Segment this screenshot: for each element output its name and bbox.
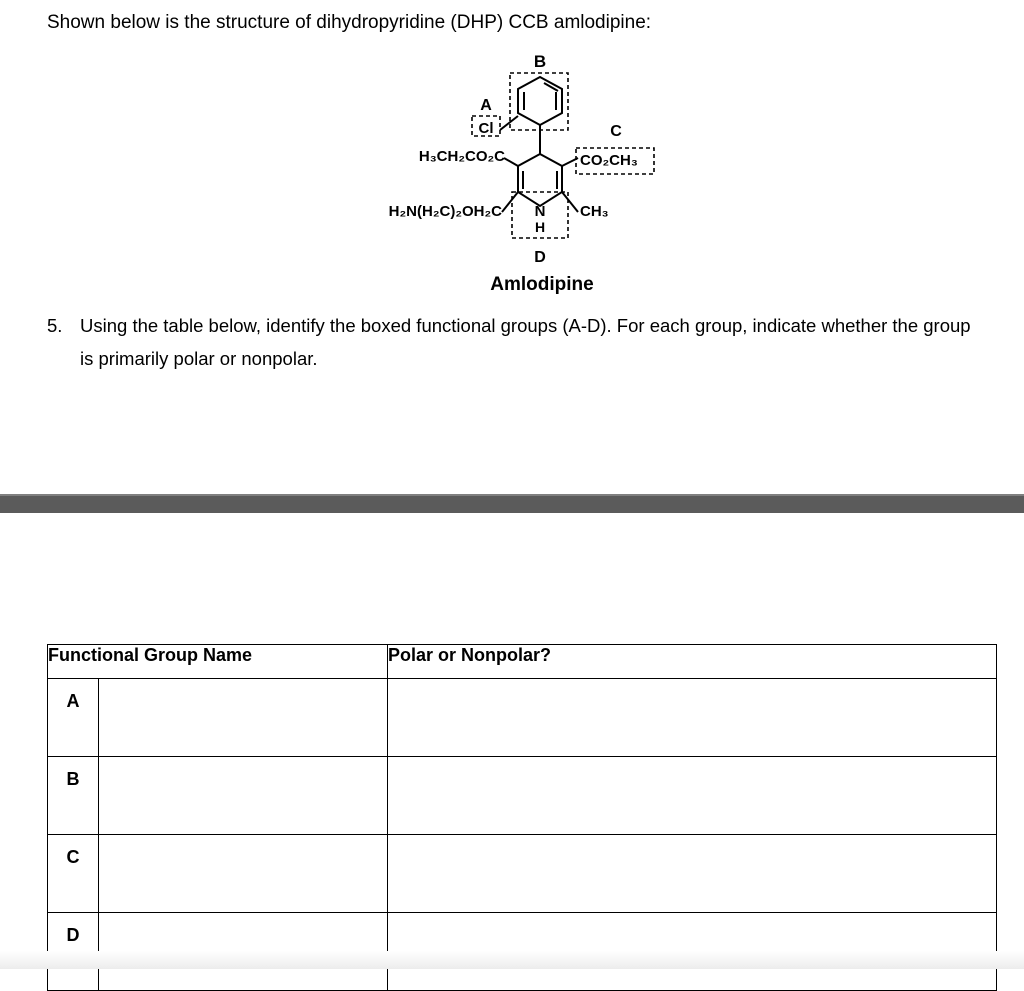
methyl-ester-label: CO₂CH₃ [580, 152, 638, 169]
box-label-c: C [610, 123, 622, 140]
row-label: B [48, 757, 99, 835]
functional-group-table [47, 644, 997, 991]
polarity-cell[interactable] [388, 835, 997, 913]
hydrogen-label: H [534, 219, 546, 235]
box-label-a: A [480, 97, 492, 114]
group-name-cell[interactable] [99, 679, 388, 757]
page-bottom-shade [0, 951, 1024, 969]
question-text: Using the table below, identify the boxed functional groups (A-D). For each group, indicate whether the group is primarily polar or nonpolar. [80, 315, 971, 369]
row-label: A [48, 679, 99, 757]
nitrogen-label: N [534, 203, 546, 220]
intro-text: Shown below is the structure of dihydropyridine (DHP) CCB amlodipine: [47, 12, 652, 33]
box-label-d: D [534, 249, 546, 266]
row-label: D [48, 913, 99, 991]
amlodipine-structure [340, 44, 680, 266]
polarity-cell[interactable] [388, 679, 997, 757]
methyl-label: CH₃ [580, 203, 609, 220]
ethyl-ester-label: H₃CH₂CO₂C [418, 148, 505, 165]
question-5 [47, 309, 987, 375]
table-header-row [48, 645, 997, 679]
molecule-name: Amlodipine [490, 274, 594, 295]
table-row [48, 757, 997, 835]
aminoethoxy-label: H₂N(H₂C)₂OH₂C [388, 203, 502, 220]
page-divider [0, 494, 1024, 513]
row-label: C [48, 835, 99, 913]
benzene-ring [518, 77, 562, 125]
table-row [48, 679, 997, 757]
header-polar-or-nonpolar: Polar or Nonpolar? [388, 645, 997, 679]
header-functional-group-name: Functional Group Name [48, 645, 388, 679]
polarity-cell[interactable] [388, 757, 997, 835]
group-name-cell[interactable] [99, 835, 388, 913]
chlorine-label: Cl [478, 120, 494, 137]
table-row [48, 835, 997, 913]
group-name-cell[interactable] [99, 757, 388, 835]
box-label-b: B [533, 52, 547, 71]
question-number: 5. [47, 315, 63, 336]
